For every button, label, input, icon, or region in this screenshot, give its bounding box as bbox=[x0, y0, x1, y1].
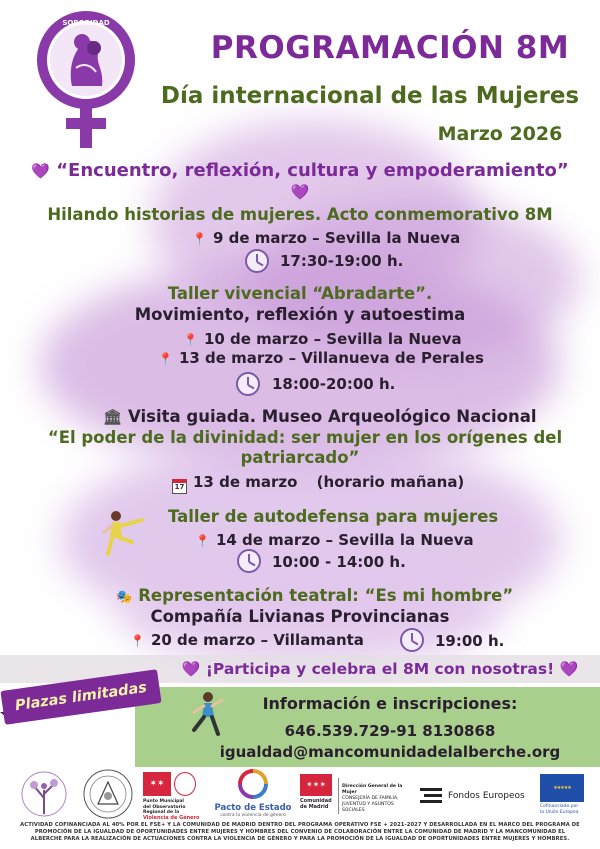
pacto-subtitle: contra la violencia de género bbox=[220, 813, 286, 818]
event-quote-line: patriarcado” bbox=[240, 448, 360, 467]
event-title-text: Representación teatral: “Es mi hombre” bbox=[138, 586, 514, 605]
eu-caption-line: Cofinanciado por bbox=[540, 804, 579, 809]
direccion-general-line: CONSEJERÍA DE FAMILIA, bbox=[342, 796, 399, 801]
equality-symbol-icon bbox=[174, 772, 196, 796]
event-place-text: 13 de marzo – Villanueva de Perales bbox=[178, 349, 484, 367]
event-title bbox=[116, 586, 513, 605]
punto-municipal-logo bbox=[143, 772, 209, 821]
info-title: Información e inscripciones: bbox=[262, 694, 518, 713]
program-date: Marzo 2026 bbox=[437, 123, 563, 145]
logo-divider bbox=[338, 778, 339, 814]
punto-violeta-logo bbox=[14, 770, 74, 820]
event-subtitle: Compañía Livianas Provincianas bbox=[150, 607, 450, 626]
event-time: 18:00-20:00 h. bbox=[272, 375, 396, 393]
punto-municipal-line: del Observatorio Regional de la bbox=[143, 804, 186, 815]
event-place bbox=[130, 631, 364, 649]
disclaimer-line: ALBERCHE PARA LA REALIZACIÓN DE ACTUACIONES CONTRA LA VIOLENCIA DE GÉNERO Y PARA LA PROMOCIÓN DE LA IGUALDAD DE OPORTUNIDADES ENTRE MUJERES Y HOMBRES. bbox=[30, 836, 570, 842]
event-subtitle: Movimiento, reflexión y autoestima bbox=[134, 305, 466, 324]
pin-icon: 📍 bbox=[183, 333, 198, 347]
madrid-stars-icon: ✶✶ bbox=[143, 772, 171, 796]
motto bbox=[20, 160, 580, 202]
pacto-title: Pacto de Estado bbox=[214, 803, 292, 813]
municipal-seal-logo bbox=[82, 768, 134, 820]
event-place-text: 20 de marzo – Villamanta bbox=[150, 631, 364, 649]
pacto-circle-icon bbox=[235, 768, 271, 800]
event-title: Hilando historias de mujeres. Acto conmemorativo 8M bbox=[47, 205, 553, 224]
clock-icon bbox=[236, 372, 260, 396]
pin-icon: 📍 bbox=[195, 534, 210, 548]
sororidad-logo bbox=[30, 8, 142, 153]
event-place bbox=[158, 349, 484, 367]
punto-municipal-text bbox=[143, 799, 209, 821]
email-link[interactable]: igualdad@mancomunidadelalberche.org bbox=[219, 743, 561, 761]
pin-icon: 📍 bbox=[192, 232, 207, 246]
disclaimer-line: PROMOCIÓN DE LA IGUALDAD DE OPORTUNIDADES ENTRE MUJERES Y HOMBRES DEL CONVENIO DE COLABORACIÓN ENTRE LA COMUNIDAD DE MADRID Y LA MANCOMUNIDAD EL bbox=[34, 829, 566, 835]
eu-caption bbox=[540, 804, 590, 815]
eu-logo bbox=[540, 774, 590, 815]
direccion-general-line: Dirección General de la Mujer bbox=[342, 784, 403, 795]
fondos-europeos-icon bbox=[418, 786, 444, 806]
call-to-action-text: ¡Participa y celebra el 8M con nosotras! bbox=[205, 660, 555, 678]
comunidad-madrid-text bbox=[300, 798, 336, 810]
event-place-text: 14 de marzo – Sevilla la Nueva bbox=[215, 531, 474, 549]
heart-icon: 💜 bbox=[31, 162, 50, 180]
pin-icon: 📍 bbox=[130, 634, 145, 648]
madrid-flag-icon: ✶✶✶ bbox=[300, 774, 332, 796]
heart-icon: 💜 bbox=[290, 183, 310, 201]
event-date-text: 13 de marzo bbox=[193, 473, 298, 491]
event-title: Taller de autodefensa para mujeres bbox=[168, 507, 499, 526]
eu-caption-line: la Unión Europea bbox=[540, 809, 579, 815]
event-place-text: 10 de marzo – Sevilla la Nueva bbox=[203, 330, 462, 348]
limited-places-badge: Plazas limitadas bbox=[0, 669, 161, 725]
page-subtitle: Día internacional de las Mujeres bbox=[160, 83, 580, 109]
theater-masks-icon: 🎭 bbox=[116, 590, 133, 605]
pin-icon: 📍 bbox=[158, 352, 173, 366]
clock-icon bbox=[237, 549, 261, 573]
svg-text:SORORIDAD: SORORIDAD bbox=[62, 19, 110, 27]
heart-icon: 💜 bbox=[181, 660, 201, 678]
call-to-action bbox=[170, 660, 590, 678]
event-title-text: Visita guiada. Museo Arqueológico Nacional bbox=[128, 407, 537, 426]
comunidad-madrid-logo bbox=[300, 774, 336, 810]
event-place bbox=[183, 330, 462, 348]
fondos-europeos-logo bbox=[418, 786, 525, 806]
page-title: PROGRAMACIÓN 8M bbox=[210, 30, 570, 66]
event-note: (horario mañana) bbox=[316, 473, 465, 491]
eu-flag-icon: ★★★★★ bbox=[540, 774, 584, 802]
event-time: 19:00 h. bbox=[435, 632, 505, 650]
direccion-general-text bbox=[342, 784, 416, 814]
funding-disclaimer bbox=[4, 822, 596, 843]
clock-icon bbox=[400, 628, 424, 652]
punto-municipal-line: Violencia de Género bbox=[143, 814, 200, 821]
comunidad-madrid-line: de Madrid bbox=[300, 804, 329, 810]
comunidad-madrid-line: Comunidad bbox=[300, 798, 332, 804]
martial-arts-icon bbox=[98, 508, 148, 558]
clock-icon bbox=[245, 249, 269, 273]
event-place-text: 9 de marzo – Sevilla la Nueva bbox=[212, 229, 461, 247]
pacto-estado-logo bbox=[214, 768, 292, 819]
fondos-europeos-text: Fondos Europeos bbox=[448, 791, 525, 801]
event-title bbox=[103, 407, 537, 426]
event-place bbox=[195, 531, 474, 549]
calendar-icon: 17 bbox=[172, 479, 187, 494]
event-place bbox=[192, 229, 460, 247]
event-title: Taller vivencial “Abradarte”. bbox=[167, 284, 433, 303]
motto-text: “Encuentro, reflexión, cultura y empoderamiento” bbox=[56, 160, 569, 181]
event-time: 10:00 - 14:00 h. bbox=[272, 553, 406, 571]
event-quote-line: “El poder de la divinidad: ser mujer en los orígenes del bbox=[47, 428, 563, 447]
disclaimer-line: ACTIVIDAD COFINANCIADA AL 40% POR EL FSE+ Y LA COMUNIDAD DE MADRID DENTRO DEL PROGRAMA OPERATIVO FSE + 2021-2027 Y DESARROLLADA EN EL MARCO DEL PROGRAMA DE bbox=[20, 822, 580, 828]
direccion-general-line: JUVENTUD Y ASUNTOS SOCIALES bbox=[342, 802, 394, 813]
event-date bbox=[172, 473, 464, 494]
punto-municipal-line: Punto Municipal bbox=[143, 799, 184, 804]
museum-icon: 🏛 bbox=[103, 408, 123, 426]
phone-numbers[interactable]: 646.539.729-91 8130868 bbox=[284, 722, 496, 740]
heart-icon: 💜 bbox=[559, 660, 579, 678]
event-time: 17:30-19:00 h. bbox=[280, 252, 404, 270]
